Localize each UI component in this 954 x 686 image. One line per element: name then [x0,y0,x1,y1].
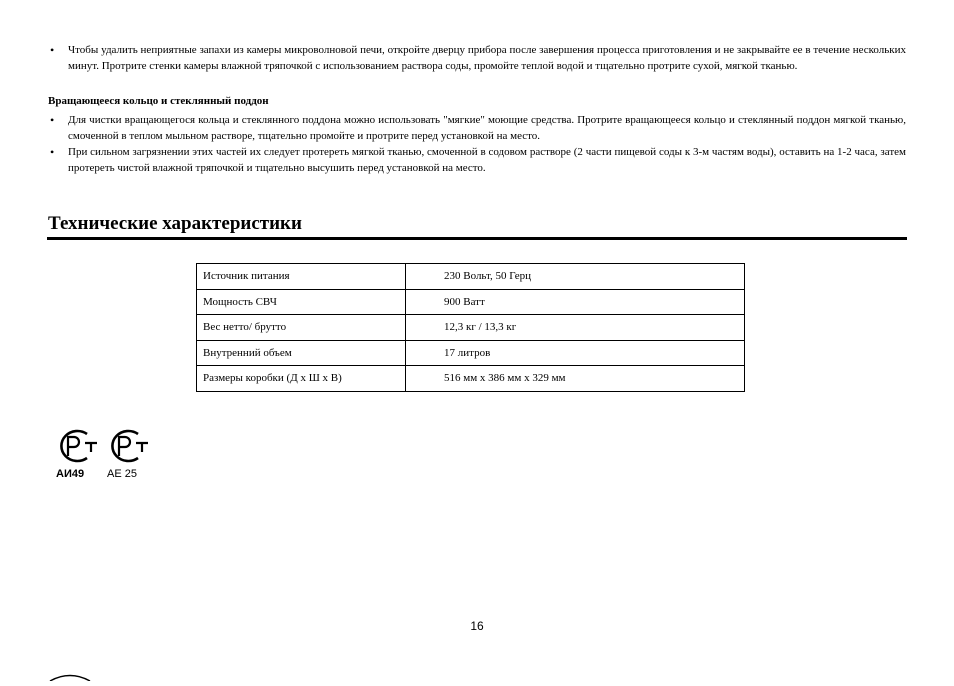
spec-value: 12,3 кг / 13,3 кг [406,315,745,341]
spec-value: 17 литров [406,340,745,366]
table-row [197,264,745,290]
section-title: Технические характеристики [48,213,302,234]
table-row [197,366,745,392]
subheading-ring-tray: Вращающееся кольцо и стеклянный поддон [48,95,269,107]
certification-code: AE 25 [107,468,137,480]
page-number: 16 [470,619,484,633]
spec-label: Внутренний объем [197,340,406,366]
section-divider [47,237,907,240]
table-row [197,289,745,315]
spec-label: Вес нетто/ брутто [197,315,406,341]
spec-label: Источник питания [197,264,406,290]
table-row [197,315,745,341]
spec-value: 230 Вольт, 50 Герц [406,264,745,290]
intro-bullet-list [48,42,906,74]
certification-code: АИ49 [56,468,85,480]
rst-certification-mark-icon [56,428,100,464]
spec-value: 900 Ватт [406,289,745,315]
spec-label: Размеры коробки (Д х Ш х В) [197,366,406,392]
rst-certification-mark-icon [107,428,151,464]
ring-bullet-list [48,112,906,176]
spec-label: Мощность СВЧ [197,289,406,315]
brand-logo-icon [46,668,94,686]
list-item: • Чтобы удалить неприятные запахи из камеры микроволновой печи, откройте дверцу прибора после завершения процесса приготовления и не закрывайте ее в течение нескольких минут. Протрите стенки камеры влажной тряпочкой с использованием раствора соды, промойте теплой водой и тщательно протрите сухой, мягкой тканью. [48,42,906,74]
table-row [197,340,745,366]
list-item: • Для чистки вращающегося кольца и стеклянного поддона можно использовать "мягкие" моющие средства. Протрите вращающееся кольцо и стеклянный поддон мягкой тканью, смоченной в теплом мыльном растворе, тщательно промойте и протрите перед установкой на место. [48,112,906,144]
certification-mark [107,428,151,480]
certification-mark [56,428,100,480]
specs-table [196,263,745,392]
list-item: • При сильном загрязнении этих частей их следует протереть мягкой тканью, смоченной в содовом растворе (2 части пищевой соды к 3-м частям воды), оставить на 1-2 часа, затем протереть чистой влажной тряпочкой и тщательно высушить перед установкой на место. [48,144,906,176]
spec-value: 516 мм х 386 мм х 329 мм [406,366,745,392]
